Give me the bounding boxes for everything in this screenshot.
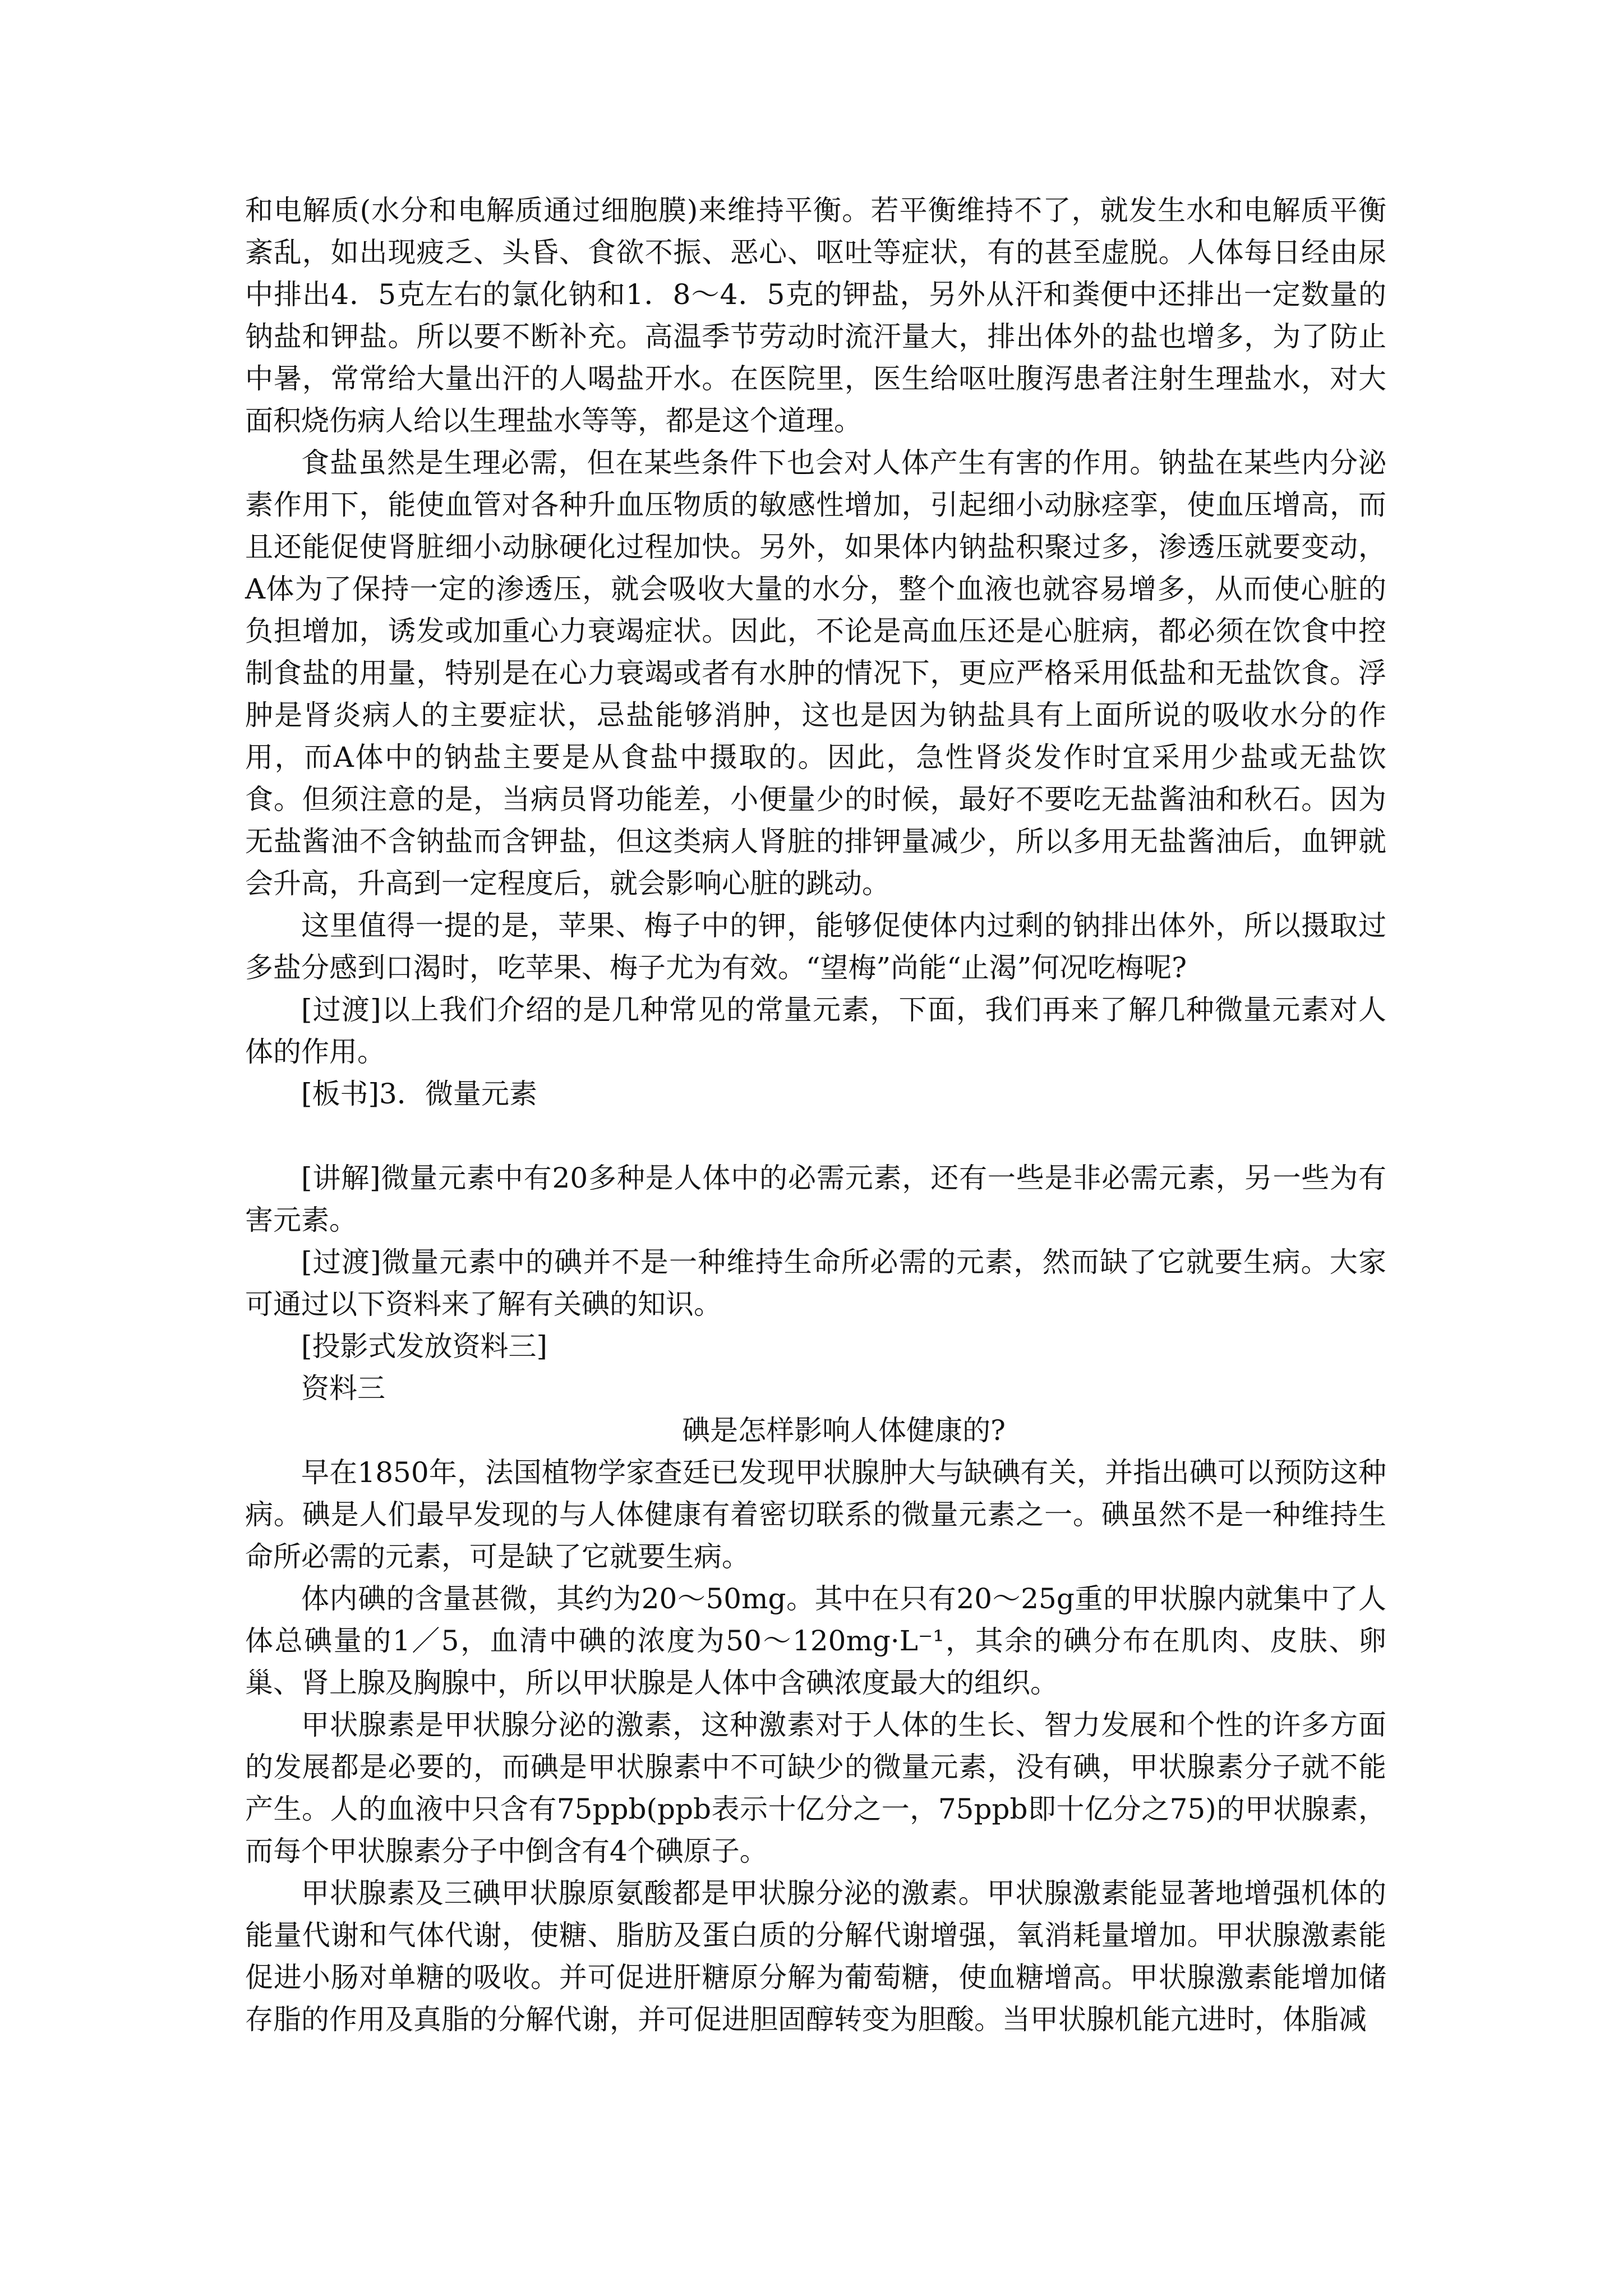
section-title-iodine: 碘是怎样影响人体健康的? bbox=[682, 1414, 1006, 1447]
document-page bbox=[245, 190, 1386, 2041]
paragraph-thyroxine: 甲状腺素是甲状腺分泌的激素，这种激素对于人体的生长、智力发展和个性的许多方面的发展都是必要的，而碘是甲状腺素中不可缺少的微量元素，没有碘，甲状腺素分子就不能产生。人的血液中只含有75ppb(ppb表示十亿分之一，75ppb即十亿分之75)的甲状腺素，而每个甲状腺素分子中倒含有4个碘原子。 bbox=[245, 1709, 1386, 1867]
paragraph-transition-trace: [过渡]以上我们介绍的是几种常见的常量元素，下面，我们再来了解几种微量元素对人体的作用。 bbox=[245, 993, 1386, 1068]
paragraph-salt-harm: 食盐虽然是生理必需，但在某些条件下也会对人体产生有害的作用。钠盐在某些内分泌素作用下，能使血管对各种升血压物质的敏感性增加，引起细小动脉痉挛，使血压增高，而且还能促使肾脏细小动脉硬化过程加快。另外，如果体内钠盐积聚过多，渗透压就要变动，A体为了保持一定的渗透压，就会吸收大量的水分，整个血液也就容易增多，从而使心脏的负担增加，诱发或加重心力衰竭症状。因此，不论是高血压还是心脏病，都必须在饮食中控制食盐的用量，特别是在心力衰竭或者有水肿的情况下，更应严格采用低盐和无盐饮食。浮肿是肾炎病人的主要症状，忌盐能够消肿，这也是因为钠盐具有上面所说的吸收水分的作用，而A体中的钠盐主要是从食盐中摄取的。因此，急性肾炎发作时宜采用少盐或无盐饮食。但须注意的是，当病员肾功能差，小便量少的时候，最好不要吃无盐酱油和秋石。因为无盐酱油不含钠盐而含钾盐，但这类病人肾脏的排钾量减少，所以多用无盐酱油后，血钾就会升高，升高到一定程度后，就会影响心脏的跳动。 bbox=[245, 447, 1386, 900]
paragraph-electrolyte-balance: 和电解质(水分和电解质通过细胞膜)来维持平衡。若平衡维持不了，就发生水和电解质平衡紊乱，如出现疲乏、头昏、食欲不振、恶心、呕吐等症状，有的甚至虚脱。人体每日经由尿中排出4．5克左右的氯化钠和1．8～4．5克的钾盐，另外从汗和粪便中还排出一定数量的钠盐和钾盐。所以要不断补充。高温季节劳动时流汗量大，排出体外的盐也增多，为了防止中暑，常常给大量出汗的人喝盐开水。在医院里，医生给呕吐腹泻患者注射生理盐水，对大面积烧伤病人给以生理盐水等等，都是这个道理。 bbox=[245, 194, 1386, 437]
paragraph-iodine-history: 早在1850年，法国植物学家查廷已发现甲状腺肿大与缺碘有关，并指出碘可以预防这种病。碘是人们最早发现的与人体健康有着密切联系的微量元素之一。碘虽然不是一种维持生命所必需的元素，可是缺了它就要生病。 bbox=[245, 1456, 1386, 1573]
heading-trace-elements: [板书]3．微量元素 bbox=[301, 1078, 537, 1110]
paragraph-projection-note: [投影式发放资料三] bbox=[301, 1330, 548, 1363]
paragraph-transition-iodine: [过渡]微量元素中的碘并不是一种维持生命所必需的元素，然而缺了它就要生病。大家可通过以下资料来了解有关碘的知识。 bbox=[245, 1246, 1386, 1320]
paragraph-potassium-fruit: 这里值得一提的是，苹果、梅子中的钾，能够促使体内过剩的钠排出体外，所以摄取过多盐分感到口渴时，吃苹果、梅子尤为有效。“望梅”尚能“止渴”何况吃梅呢? bbox=[245, 909, 1386, 984]
paragraph-thyroid-hormones: 甲状腺素及三碘甲状腺原氨酸都是甲状腺分泌的激素。甲状腺激素能显著地增强机体的能量代谢和气体代谢，使糖、脂肪及蛋白质的分解代谢增强，氧消耗量增加。甲状腺激素能促进小肠对单糖的吸收。并可促进肝糖原分解为葡萄糖，使血糖增高。甲状腺激素能增加储存脂的作用及真脂的分解代谢，并可促进胆固醇转变为胆酸。当甲状腺机能亢进时，体脂减 bbox=[245, 1877, 1386, 2036]
paragraph-iodine-content: 体内碘的含量甚微，其约为20～50mg。其中在只有20～25g重的甲状腺内就集中了人体总碘量的1／5，血清中碘的浓度为50～120mg·L⁻¹，其余的碘分布在肌肉、皮肤、卵巢、肾上腺及胸腺中，所以甲状腺是人体中含碘浓度最大的组织。 bbox=[245, 1582, 1386, 1699]
paragraph-explanation: [讲解]微量元素中有20多种是人体中的必需元素，还有一些是非必需元素，另一些为有害元素。 bbox=[245, 1162, 1386, 1236]
paragraph-material-label: 资料三 bbox=[301, 1372, 385, 1405]
